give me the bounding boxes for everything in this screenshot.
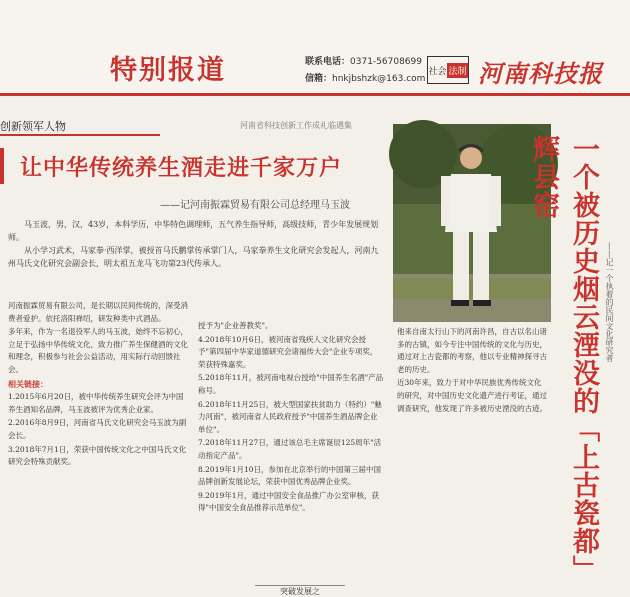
article-column-2 [198, 320, 384, 590]
email-address: hnkjbshzk@163.com [332, 74, 426, 84]
paragraph: 5.2018年11月，被河南电视台授给"中国养生名酒"产品称号。 [198, 373, 384, 395]
intro-paragraph: 从小学习武术，马家拳·西洋掌，被授首马氏鹏掌传承掌门人，马家拳养生文化研究会发起人，河南九州马氏文化研究会副会长，明太祖五龙马飞功第23代传承人。 [8, 246, 379, 268]
related-links-heading: 相关链接： [8, 378, 48, 389]
paragraph: 河南振霖贸易有限公司，是长期以民间传统的，深受消费者爱护。依托洛阳禅绍，研发种类中式酒品。 [8, 301, 188, 323]
column-tag-rule [0, 134, 160, 136]
phone-label: 联系电话： [305, 57, 351, 67]
masthead [0, 0, 630, 96]
paragraph: 近30年来，致力于对中华民族优秀传统文化的研究，对中国历史文化遗产进行考证，通过调查研究，他发现了许多被历史湮没的古迹。 [397, 378, 547, 413]
article-subhead: ——记河南振霖贸易有限公司总经理马玉波 [160, 200, 350, 211]
badge-left: 社会 [428, 66, 447, 77]
article-column-3 [397, 326, 547, 590]
paragraph: 1.2015年6月20日，被中华传统养生研究会评为中国养生酒知名品牌，马玉波被评为优秀企业家。 [8, 392, 184, 414]
paragraph: 9.2019年1月，通过中国安全食品推广办公室审核，获得"中国安全食品推荐示范单位"。 [198, 490, 380, 513]
department-label: 河南省科技创新工作成礼临遇集 [240, 121, 352, 130]
headline-accent [0, 148, 4, 184]
paragraph: 3.2018年7月1日，荣获中国传统文化之中国马氏文化研究会特殊贡献奖。 [8, 444, 187, 467]
article-column-1 [8, 300, 190, 590]
feature-vertical-title: 一个被历史烟云湮没的「上古瓷都」辉县窑 [528, 135, 599, 583]
email-label: 信箱： [305, 74, 333, 84]
paragraph: 6.2018年11月25日，被大型国家扶贫助力（特约）"魅力河南"，被河南省人民政府授予"中国养生酒品牌企业单位"。 [198, 399, 382, 434]
paragraph: 4.2018年10月6日，被河南省残疾人文化研究会授予"第四届中华家道德研究会诸福传大会"企业专项奖，荣获特殊嘉奖。 [198, 334, 378, 369]
column-header [0, 118, 220, 136]
paragraph: 授予为"企业善教奖"。 [198, 321, 273, 330]
paragraph: 他来自南太行山下的河南许昌，自古以名山诸多的古镇，如今专注中国传统的文化与历史，通过对上古瓷都的考察，他以专业精神探寻古老的历史。 [397, 327, 547, 374]
section-badge [427, 56, 469, 84]
intro-paragraph: 马玉波，男，汉，43岁，本科学历，中华特色调理师，五气养生指导师，高级技师，青少年发展规划师。 [8, 220, 379, 242]
contact-info [305, 54, 425, 88]
phone-number: 0371-56708699 [350, 57, 422, 67]
masthead-rule [0, 93, 630, 96]
newspaper-logo: 河南科技报 [478, 59, 603, 88]
column-tag: 创新领军人物 [0, 120, 66, 133]
badge-right: 法制 [447, 63, 467, 78]
paragraph: 8.2019年1月10日，参加在北京举行的中国第三届中国品牌创新发展论坛，荣获中国优秀品牌企业奖。 [198, 464, 382, 487]
paragraph: 7.2018年11月27日，通过该总毛主席诞辰125周年"活动指定产品"。 [198, 438, 382, 460]
section-title: 特别报道 [110, 55, 226, 86]
paragraph: 多年来，作为一名退役军人的马玉波，始终不忘初心，立足于弘扬中华传统文化，致力推广养生保健酒的文化和理念，积极参与社会公益活动，用实际行动回馈社会。 [8, 327, 188, 374]
paragraph: 2.2016年8月9日，河南省马氏文化研究会马玉波为副会长。 [8, 418, 187, 440]
feature-vertical-subtitle: ——记一个执着的民间文化研究者 [605, 242, 614, 362]
article-intro [8, 218, 383, 270]
bottom-teaser: 突破发展之 [255, 585, 345, 596]
article-headline: 让中华传统养生酒走进千家万户 [20, 155, 343, 181]
